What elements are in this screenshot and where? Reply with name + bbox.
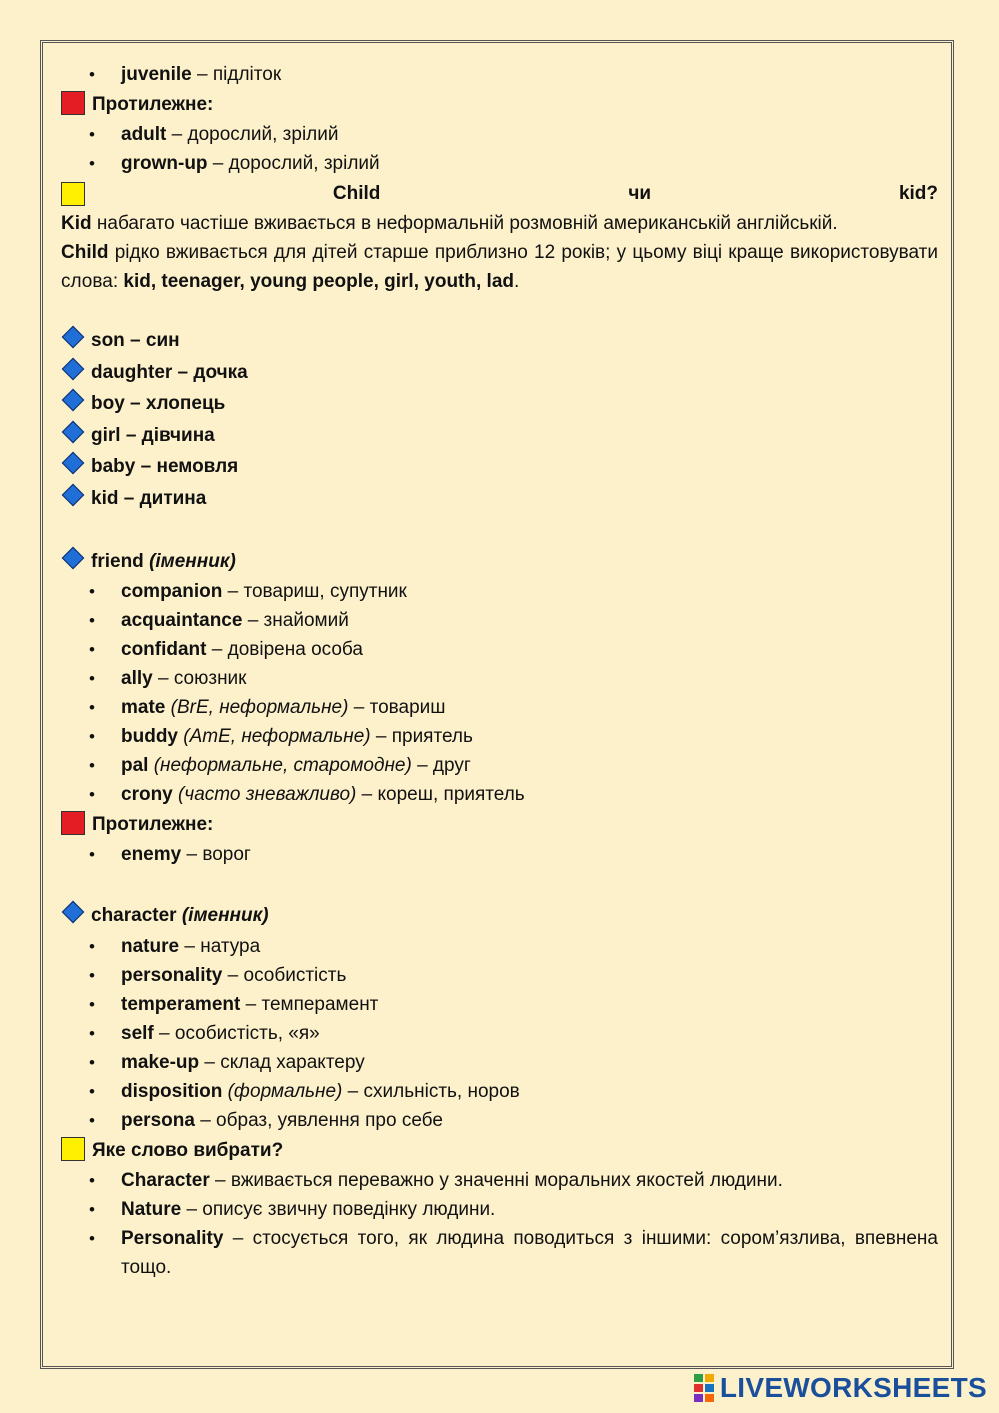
heading-word: friend — [91, 550, 144, 572]
family-word: girl – дівчина — [91, 424, 215, 446]
blue-diamond-icon — [62, 389, 85, 412]
family-item — [61, 357, 938, 389]
term: Kid — [61, 213, 92, 234]
list-item — [61, 1224, 938, 1282]
list-item — [61, 932, 938, 961]
family-word: boy – хлопець — [91, 393, 226, 415]
family-word: son – син — [91, 330, 180, 351]
definition: – вживається переважно у значенні моральних якостей людини. — [209, 1169, 783, 1191]
family-item — [61, 483, 938, 515]
list-item — [61, 635, 938, 664]
list-item — [61, 149, 938, 178]
list-item — [61, 1166, 938, 1195]
list-item — [61, 722, 938, 751]
heading-word: character — [91, 905, 177, 927]
heading-text: Протилежне: — [92, 814, 214, 836]
definition: – особистість, «я» — [153, 1022, 320, 1044]
definition: – ворог — [181, 844, 251, 866]
term: acquaintance — [121, 610, 243, 632]
list-item — [61, 840, 938, 869]
family-item — [61, 325, 938, 357]
word-list: kid, teenager, young people, girl, youth, lad — [123, 271, 514, 292]
heading-word: чи — [628, 183, 652, 204]
opposite-heading — [61, 89, 938, 120]
red-square-icon — [61, 811, 85, 835]
term: make-up — [121, 1051, 200, 1073]
liveworksheets-logo[interactable] — [694, 1372, 987, 1404]
blue-diamond-icon — [62, 484, 85, 507]
blue-diamond-icon — [62, 546, 85, 569]
list-item — [61, 1106, 938, 1135]
list-item — [61, 664, 938, 693]
which-word-heading — [61, 1135, 938, 1166]
definition: – схильність, норов — [342, 1080, 520, 1102]
definition: – дорослий, зрілий — [207, 153, 380, 174]
blue-diamond-icon — [62, 357, 85, 380]
term: confidant — [121, 639, 207, 661]
paragraph-text: набагато частіше вживається в неформальній розмовній американській англійській. — [91, 213, 838, 234]
definition: – приятель — [370, 726, 473, 748]
list-item — [61, 1077, 938, 1106]
kid-paragraph — [61, 209, 938, 238]
heading-text: Протилежне: — [92, 94, 214, 115]
part-of-speech: (іменник) — [149, 550, 236, 572]
usage-note: (часто зневажливо) — [172, 784, 357, 806]
worksheet-content — [61, 60, 938, 1282]
term: grown-up — [121, 153, 208, 174]
term: disposition — [121, 1080, 223, 1102]
term: companion — [121, 581, 223, 603]
family-item — [61, 420, 938, 452]
definition: – образ, уявлення про себе — [194, 1109, 443, 1131]
term: temperament — [121, 993, 241, 1015]
term: Personality — [121, 1227, 224, 1249]
blue-diamond-icon — [62, 326, 85, 349]
list-item — [61, 1019, 938, 1048]
list-item — [61, 990, 938, 1019]
logo-text: LIVEWORKSHEETS — [719, 1372, 987, 1403]
family-word: daughter – дочка — [91, 361, 248, 383]
term: Child — [61, 242, 109, 263]
heading-text: Яке слово вибрати? — [92, 1139, 284, 1161]
usage-note: (AmE, неформальне) — [178, 726, 371, 748]
term: mate — [121, 697, 166, 719]
child-or-kid-heading — [61, 178, 938, 209]
list-item — [61, 606, 938, 635]
list-item — [61, 780, 938, 809]
opposite-heading — [61, 809, 938, 840]
definition: – довірена особа — [206, 639, 363, 661]
friend-heading — [61, 546, 938, 578]
definition: – підліток — [191, 64, 282, 85]
definition: – союзник — [152, 668, 247, 690]
term: juvenile — [121, 64, 192, 85]
list-item — [61, 751, 938, 780]
list-item — [61, 60, 938, 89]
list-item — [61, 1048, 938, 1077]
child-paragraph — [61, 238, 938, 296]
usage-note: (формальне) — [222, 1080, 343, 1102]
list-item — [61, 693, 938, 722]
heading-word: kid? — [898, 183, 938, 204]
list-item — [61, 1195, 938, 1224]
paragraph-text: рідко вживається для дітей старше приблизно 12 років; у цьому віці краще використовувати слова: — [61, 242, 938, 292]
list-item — [61, 120, 938, 149]
part-of-speech: (іменник) — [181, 905, 269, 927]
family-item — [61, 451, 938, 483]
punctuation: . — [514, 271, 520, 292]
yellow-square-icon — [61, 182, 85, 206]
definition: – товариш — [348, 697, 446, 719]
term: persona — [121, 1109, 195, 1131]
definition: – товариш, супутник — [222, 581, 407, 603]
blue-diamond-icon — [62, 420, 85, 443]
term: Character — [121, 1169, 210, 1191]
term: adult — [121, 124, 167, 145]
definition: – друг — [411, 755, 471, 777]
character-heading — [61, 900, 938, 932]
usage-note: (неформальне, старомодне) — [148, 755, 412, 777]
heading-word: Child — [332, 183, 381, 204]
term: self — [121, 1022, 154, 1044]
definition: – натура — [179, 935, 261, 957]
term: ally — [121, 668, 153, 690]
list-item — [61, 961, 938, 990]
term: nature — [121, 935, 180, 957]
definition: – особистість — [222, 964, 347, 986]
definition: – склад характеру — [199, 1051, 365, 1073]
definition: – кореш, приятель — [356, 784, 525, 806]
definition: – описує звичну поведінку людини. — [181, 1198, 496, 1220]
term: crony — [121, 784, 173, 806]
term: pal — [121, 755, 149, 777]
blue-diamond-icon — [62, 901, 85, 924]
term: enemy — [121, 844, 182, 866]
family-word: kid – дитина — [91, 487, 207, 509]
term: personality — [121, 964, 223, 986]
definition: – стосується того, як людина поводиться з іншими: сором’язлива, впевнена тощо. — [121, 1227, 938, 1278]
family-word: baby – немовля — [91, 456, 239, 478]
family-item — [61, 388, 938, 420]
blue-diamond-icon — [62, 452, 85, 475]
definition: – дорослий, зрілий — [166, 124, 339, 145]
usage-note: (BrE, неформальне) — [165, 697, 349, 719]
term: Nature — [121, 1198, 182, 1220]
definition: – темперамент — [240, 993, 379, 1015]
yellow-square-icon — [61, 1137, 85, 1161]
list-item — [61, 577, 938, 606]
red-square-icon — [61, 91, 85, 115]
logo-icon — [694, 1374, 716, 1402]
definition: – знайомий — [242, 610, 349, 632]
term: buddy — [121, 726, 178, 748]
